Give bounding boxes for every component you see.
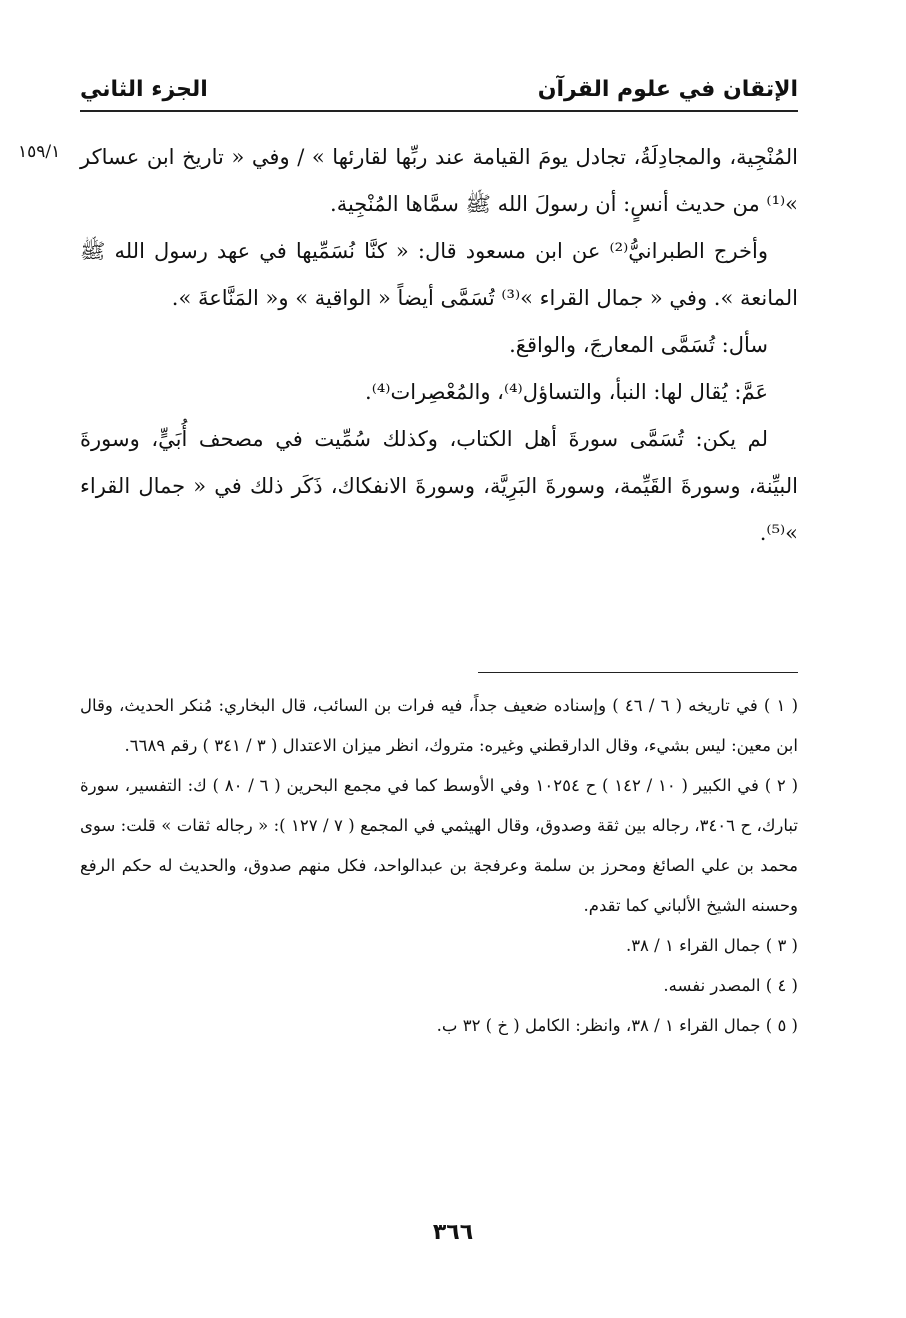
footnote: ( ٢ ) في الكبير ( ١٠ / ١٤٢ ) ح ١٠٢٥٤ وفي الأوسط كما في مجمع البحرين ( ٦ / ٨٠ ) ك: التفسير، سورة تبارك، ح ٣٤٠٦، رجاله بين ثقة وصدوق، وقال الهيثمي في المجمع ( ٧ / ١٢٧ ): « رجاله ثقات » قلت: سوى محمد بن علي الصائغ ومحرز بن سلمة وعرفجة بن عبدالواحد، فكل منهم صدوق، والحديث له حكم الرفع وحسنه الشيخ الألباني كما تقدم. — [80, 776, 799, 915]
page-number: ٣٦٦ — [432, 1220, 474, 1245]
footnote: ( ٤ ) المصدر نفسه. — [663, 976, 798, 995]
footnotes — [80, 686, 798, 1046]
margin-reference: ١٥٩/١ — [18, 142, 61, 162]
body-paragraph: المُنْجِية، والمجادِلَةُ، تجادل يومَ القيامة عند ربِّها لقارئها » / وفي « تاريخ ابن عساكر »⁽¹⁾ من حديث أنسٍ: أن رسولَ الله ﷺ سمَّاها المُنْجِية. — [80, 145, 798, 216]
footnote: ( ٣ ) جمال القراء ١ / ٣٨. — [625, 936, 798, 955]
body-paragraph: عَمَّ: يُقال لها: النبأ، والتساؤل⁽⁴⁾، والمُعْصِرات⁽⁴⁾. — [365, 380, 768, 404]
running-header — [80, 62, 798, 106]
body-paragraph: وأخرج الطبرانيُّ⁽²⁾ عن ابن مسعود قال: « كنَّا نُسَمِّيها في عهد رسول الله ﷺ المانعة ». وفي « جمال القراء »⁽³⁾ تُسَمَّى أيضاً « الواقية » و« المَنَّاعةَ ». — [80, 239, 798, 310]
header-divider — [80, 110, 798, 112]
volume-label: الجزء الثاني — [80, 77, 208, 102]
footnote: ( ٥ ) جمال القراء ١ / ٣٨، وانظر: الكامل ( خ ) ٣٢ ب. — [436, 1016, 798, 1035]
body-paragraph: سأل: تُسَمَّى المعارجَ، والواقعَ. — [509, 333, 768, 357]
book-title: الإتقان في علوم القرآن — [537, 77, 798, 102]
body-paragraph: لم يكن: تُسَمَّى سورةَ أهل الكتاب، وكذلك سُمِّيت في مصحف أُبَيٍّ، وسورةَ البيِّنة، وسورةَ القَيِّمة، وسورةَ البَرِيَّة، وسورةَ الانفكاك، ذَكَر ذلك في « جمال القراء »⁽⁵⁾. — [80, 427, 798, 545]
footnote-divider — [478, 672, 798, 673]
main-text — [80, 134, 798, 557]
footnote: ( ١ ) في تاريخه ( ٦ / ٤٦ ) وإسناده ضعيف جداً، فيه فرات بن السائب، قال البخاري: مُنكر الحديث، وقال ابن معين: ليس بشيء، وقال الدارقطني وغيره: متروك، انظر ميزان الاعتدال ( ٣ / ٣٤١ ) رقم ٦٦٨٩. — [80, 696, 799, 755]
